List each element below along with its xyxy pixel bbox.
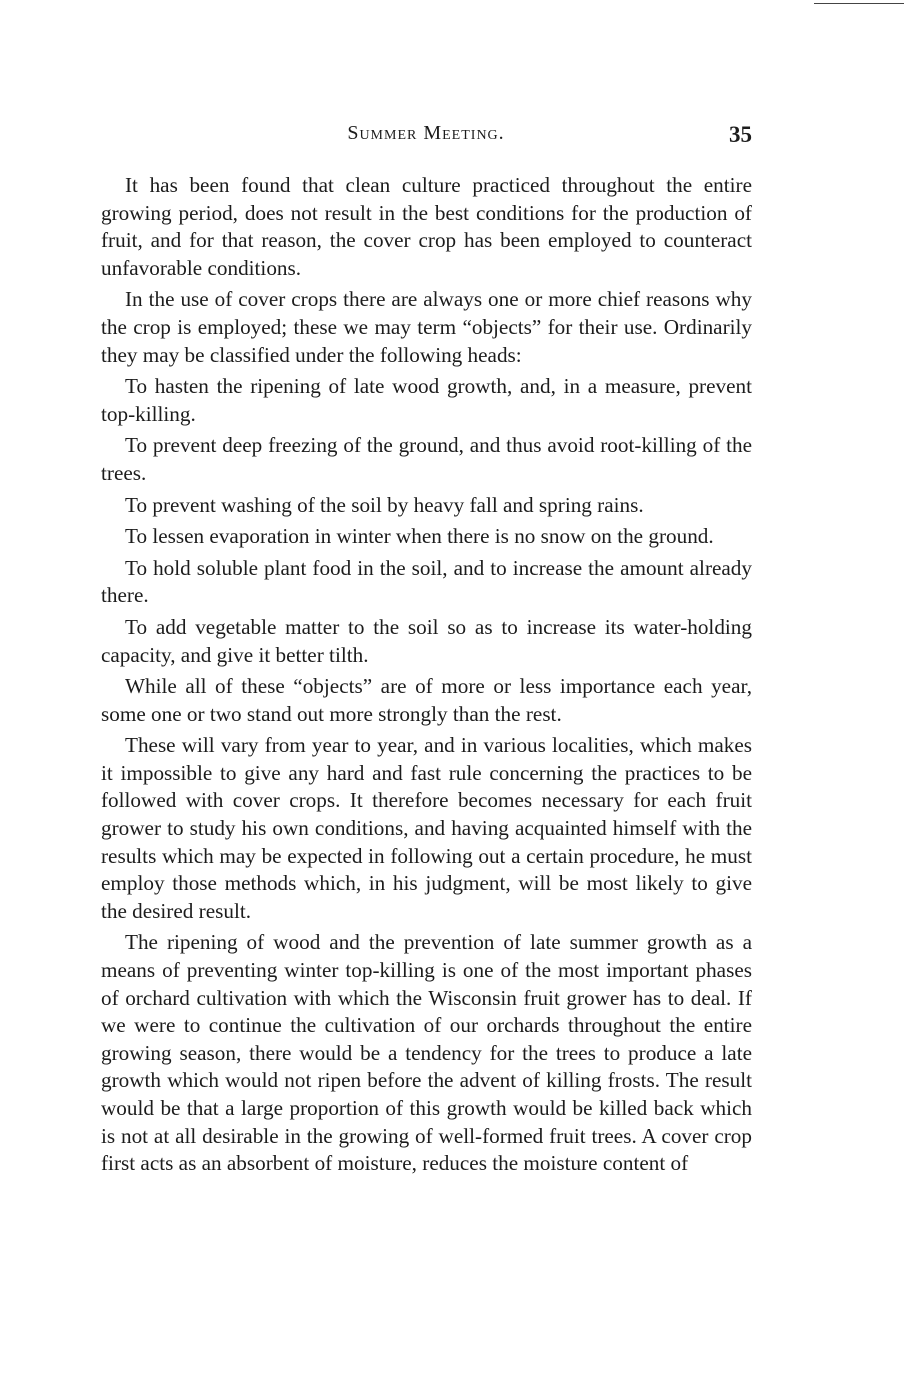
paragraph-clean-culture: It has been found that clean culture practiced throughout the entire growing period, does not result in the best conditions for the production of fruit, and for that reason, the cover crop has been employed to counteract unfavorable conditions.	[101, 173, 752, 280]
paragraph-variation: These will vary from year to year, and in various localities, which makes it impossible to give any hard and fast rule concerning the practices to be followed with cover crops. It therefore becomes necessary for each fruit grower to study his own conditions, and having acquainted himself with the results which may be expected in following out a certain procedure, he must employ those methods which, in his judgment, will be most likely to give the desired result.	[101, 733, 752, 923]
paragraph-object-freezing: To prevent deep freezing of the ground, and thus avoid root-killing of the trees.	[101, 433, 752, 485]
page-number: 35	[729, 122, 752, 147]
paragraph-object-vegetable-matter: To add vegetable matter to the soil so as to increase its water-holding capacity, and give it better tilth.	[101, 614, 752, 667]
paragraph-object-evaporation: To lessen evaporation in winter when there is no snow on the ground.	[125, 524, 714, 549]
paragraph-object-washing: To prevent washing of the soil by heavy fall and spring rains.	[125, 492, 644, 517]
paragraph-objects-intro: In the use of cover crops there are always one or more chief reasons why the crop is employed; these we may term “objects” for their use. Ordinarily they may be classified under the following heads:	[101, 287, 752, 367]
running-head: Summer Meeting.	[347, 122, 505, 144]
paragraph-importance: While all of these “objects” are of more or less importance each year, some one or two stand out more strongly than the rest.	[101, 674, 752, 726]
page-header	[100, 118, 752, 158]
paragraph-object-plant-food: To hold soluble plant food in the soil, and to increase the amount already there.	[101, 555, 752, 608]
paragraph-ripening-wood: The ripening of wood and the prevention of late summer growth as a means of preventing winter top-killing is one of the most important phases of orchard cultivation with which the Wisconsin fruit grower has to deal. If we were to continue the cultivation of our orchards throughout the entire growing season, there would be a tendency for the trees to produce a late growth which would not ripen before the advent of killing frosts. The result would be that a large proportion of this growth would be killed back which is not at all desirable in the growing of well-formed fruit trees. A cover crop first acts as an absorbent of moisture, reduces the moisture content of	[101, 930, 752, 1176]
body-text	[101, 172, 752, 1182]
paragraph-object-ripening: To hasten the ripening of late wood growth, and, in a measure, prevent top-killing.	[101, 374, 752, 426]
scan-edge-rule	[814, 3, 904, 4]
